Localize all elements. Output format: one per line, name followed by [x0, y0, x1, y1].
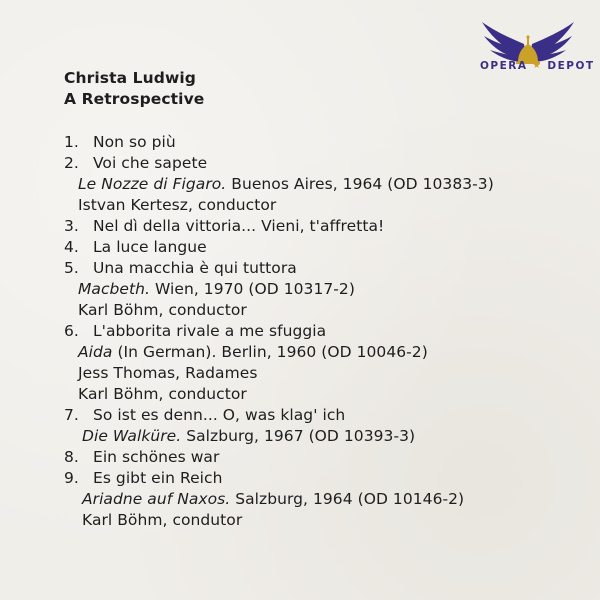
- track-title: L'abborita rivale a me sfuggia: [92, 322, 327, 340]
- track-title: Voi che sapete: [92, 154, 208, 172]
- track-line: [64, 321, 494, 342]
- track-line: [64, 258, 494, 279]
- recording-detail: (In German). Berlin, 1960 (OD 10046-2): [117, 343, 428, 361]
- track-list: [64, 132, 494, 531]
- work-title: Le Nozze di Figaro.: [78, 175, 227, 193]
- track-number: 6.: [64, 322, 79, 340]
- track-title: Es gibt ein Reich: [92, 469, 223, 487]
- track-line: [64, 153, 494, 174]
- track-title: Nel dì della vittoria... Vieni, t'affretta!: [92, 217, 385, 235]
- artist-name: Christa Ludwig: [64, 69, 196, 87]
- track-number: 4.: [64, 238, 79, 256]
- track-line: [64, 468, 494, 489]
- performer-credit: Istvan Kertesz, conductor: [78, 196, 277, 214]
- track-number: 9.: [64, 469, 79, 487]
- recording-detail: Salzburg, 1964 (OD 10146-2): [235, 490, 465, 508]
- recording-info: [64, 279, 494, 300]
- track-title: La luce langue: [92, 238, 207, 256]
- performer-credit: Karl Böhm, conductor: [78, 385, 247, 403]
- star-icon: ★: [532, 61, 543, 71]
- track-line: [64, 216, 494, 237]
- track-line: [64, 447, 494, 468]
- work-title: Macbeth.: [78, 280, 150, 298]
- brand-name-right: DEPOT: [547, 60, 595, 72]
- track-number: 7.: [64, 406, 79, 424]
- recording-info: [64, 426, 494, 447]
- brand-wordmark: [480, 60, 595, 72]
- brand-name-left: OPERA: [480, 60, 528, 72]
- recording-info: [64, 489, 494, 510]
- recording-info: [64, 342, 494, 363]
- track-number: 2.: [64, 154, 79, 172]
- track-line: [64, 405, 494, 426]
- track-line: [64, 237, 494, 258]
- track-number: 1.: [64, 133, 79, 151]
- work-title: Die Walküre.: [82, 427, 182, 445]
- winged-dome-logo-icon: [474, 14, 582, 84]
- track-title: Non so più: [92, 133, 176, 151]
- track-number: 3.: [64, 217, 79, 235]
- track-number: 8.: [64, 448, 79, 466]
- work-title: Ariadne auf Naxos.: [82, 490, 231, 508]
- recording-detail: Salzburg, 1967 (OD 10393-3): [186, 427, 416, 445]
- track-title: Una macchia è qui tuttora: [92, 259, 297, 277]
- track-line: [64, 132, 494, 153]
- recording-info: [64, 174, 494, 195]
- album-header: [64, 68, 204, 110]
- album-title: A Retrospective: [64, 90, 205, 108]
- recording-detail: Buenos Aires, 1964 (OD 10383-3): [231, 175, 494, 193]
- performer-credit: Jess Thomas, Radames: [78, 364, 258, 382]
- performer-credit: Karl Böhm, condutor: [82, 511, 243, 529]
- performer-credit: Karl Böhm, conductor: [78, 301, 247, 319]
- track-title: So ist es denn... O, was klag' ich: [92, 406, 346, 424]
- track-number: 5.: [64, 259, 79, 277]
- work-title: Aida: [78, 343, 113, 361]
- track-title: Ein schönes war: [92, 448, 220, 466]
- recording-detail: Wien, 1970 (OD 10317-2): [154, 280, 355, 298]
